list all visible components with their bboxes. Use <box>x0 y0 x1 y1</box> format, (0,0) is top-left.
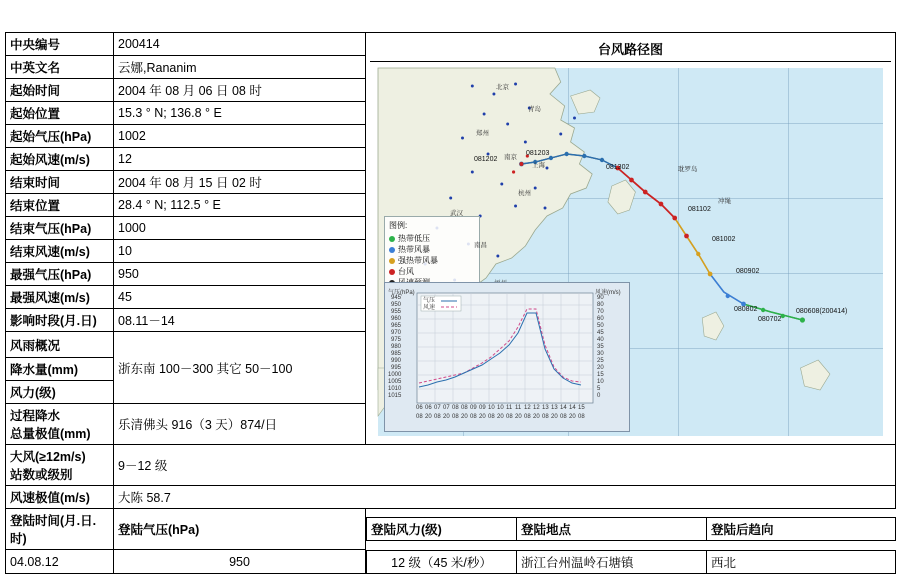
intensity-chart-inset[interactable] <box>384 282 630 432</box>
inset-ylabel-left: 气压(hPa) <box>388 290 415 296</box>
legend-item <box>389 233 475 244</box>
inset-xsubtick: 08 <box>416 414 423 420</box>
inset-xsubtick: 08 <box>578 414 585 420</box>
inset-ytick: 990 <box>391 358 402 364</box>
inset-ytick: 985 <box>391 351 402 357</box>
inset-xtick: 09 <box>470 405 477 411</box>
inset-ytick-right: 0 <box>597 393 601 399</box>
process-rain-label-line2: 总量极值(mm) <box>10 427 91 441</box>
inset-xtick: 08 <box>452 405 459 411</box>
landfall-value-time: 04.08.12 <box>6 550 114 574</box>
inset-legend-wind: 风速 <box>423 305 436 311</box>
inset-xsubtick: 20 <box>569 414 576 420</box>
track-point-label: 081203 <box>526 150 550 157</box>
inset-xtick: 07 <box>443 405 450 411</box>
inset-ytick-right: 90 <box>597 295 604 301</box>
inset-ytick: 1000 <box>388 372 402 378</box>
legend-title: 图例: <box>389 221 408 230</box>
inset-ytick: 965 <box>391 323 402 329</box>
row-label: 最强气压(hPa) <box>6 263 114 286</box>
inset-xtick: 13 <box>542 405 549 411</box>
row-label: 结束气压(hPa) <box>6 217 114 240</box>
wind-extreme-label: 风速极值(m/s) <box>6 486 114 509</box>
inset-xtick: 06 <box>425 405 432 411</box>
inset-xsubtick: 08 <box>452 414 459 420</box>
row-label: 起始气压(hPa) <box>6 125 114 148</box>
process-rain-label <box>6 404 114 445</box>
legend-item <box>389 244 475 255</box>
legend-color-icon <box>389 236 395 242</box>
inset-ytick: 1010 <box>388 386 402 392</box>
inset-xtick: 07 <box>434 405 441 411</box>
inset-xsubtick: 20 <box>533 414 540 420</box>
inset-xtick: 09 <box>479 405 486 411</box>
row-label: 最强风速(m/s) <box>6 286 114 309</box>
inset-xtick: 14 <box>560 405 567 411</box>
landfall-header-direction: 登陆后趋向 <box>707 518 896 541</box>
process-rain-label-line1: 过程降水 <box>10 409 61 423</box>
gale-value: 9－12 级 <box>114 445 896 486</box>
city-label: 上海 <box>532 162 545 169</box>
landfall-value-cells <box>366 550 896 574</box>
row-label: 起始位置 <box>6 102 114 125</box>
row-value: 1000 <box>114 217 366 240</box>
wind-rain-header-label: 风雨概况 <box>6 332 114 358</box>
row-label: 起始时间 <box>6 79 114 102</box>
inset-xsubtick: 08 <box>488 414 495 420</box>
inset-ytick-right: 70 <box>597 309 604 315</box>
inset-ytick-right: 35 <box>597 344 604 350</box>
inset-ytick: 1005 <box>388 379 402 385</box>
landfall-header-time: 登陆时间(月.日.时) <box>6 509 114 550</box>
island-label: 耽罗岛 <box>678 166 698 173</box>
landfall-value-direction: 西北 <box>707 550 896 573</box>
inset-ytick-right: 20 <box>597 365 604 371</box>
inset-ytick-right: 30 <box>597 351 604 357</box>
row-value: 28.4 ° N; 112.5 ° E <box>114 194 366 217</box>
city-label: 青岛 <box>528 106 541 113</box>
landfall-header-row <box>6 509 896 550</box>
inset-ytick: 970 <box>391 330 402 336</box>
inset-xtick: 15 <box>578 405 585 411</box>
row-value: 12 <box>114 148 366 171</box>
legend-label: 台风 <box>398 267 414 276</box>
inset-ytick: 995 <box>391 365 402 371</box>
inset-xsubtick: 08 <box>560 414 567 420</box>
track-point-label: 081102 <box>688 206 711 213</box>
city-label: 杭州 <box>518 190 531 197</box>
island-label: 冲绳 <box>718 198 731 205</box>
inset-ytick-right: 5 <box>597 386 601 392</box>
landfall-header-pressure: 登陆气压(hPa) <box>114 509 366 550</box>
landfall-value-row <box>6 550 896 574</box>
row-value: 1002 <box>114 125 366 148</box>
inset-xsubtick: 20 <box>443 414 450 420</box>
legend-label: 热带风暴 <box>398 245 430 254</box>
inset-ytick-right: 45 <box>597 330 604 336</box>
track-point-label: 081302 <box>606 164 630 171</box>
row-value: 08.11－14 <box>114 309 366 332</box>
inset-xtick: 10 <box>497 405 504 411</box>
inset-ytick: 955 <box>391 309 402 315</box>
legend-label: 热带低压 <box>398 234 430 243</box>
legend-label: 强热带风暴 <box>398 256 438 265</box>
track-point-label: 080608(200414) <box>796 308 848 315</box>
inset-ylabel-right: 风速(m/s) <box>595 290 621 296</box>
inset-xsubtick: 08 <box>506 414 513 420</box>
city-label: 南昌 <box>474 242 487 249</box>
city-label: 武汉 <box>450 210 463 217</box>
row-label: 起始风速(m/s) <box>6 148 114 171</box>
inset-ytick-right: 80 <box>597 302 604 308</box>
inset-ytick-right: 15 <box>597 372 604 378</box>
inset-ytick-right: 40 <box>597 337 604 343</box>
row-label: 影响时段(月.日) <box>6 309 114 332</box>
inset-xtick: 12 <box>524 405 531 411</box>
inset-xsubtick: 20 <box>551 414 558 420</box>
wind-force-label: 风力(级) <box>6 381 114 404</box>
gale-label-line1: 大风(≥12m/s) <box>10 450 86 464</box>
wind-extreme-value: 大陈 58.7 <box>114 486 896 509</box>
city-label: 郑州 <box>476 130 489 137</box>
legend-item <box>389 255 475 266</box>
inset-legend-pressure: 气压 <box>423 298 436 304</box>
map-wrapper <box>370 62 891 442</box>
rain-amount-label: 降水量(mm) <box>6 358 114 381</box>
inset-ytick-right: 10 <box>597 379 604 385</box>
process-rain-value: 乐清佛头 916（3 天）874/日 <box>114 404 366 445</box>
row-value: 200414 <box>114 33 366 56</box>
legend-color-icon <box>389 247 395 253</box>
landfall-header-place: 登陆地点 <box>517 518 707 541</box>
inset-ytick-right: 25 <box>597 358 604 364</box>
typhoon-info-table <box>5 32 896 574</box>
inset-xsubtick: 08 <box>524 414 531 420</box>
gale-label <box>6 445 114 486</box>
inset-ytick: 980 <box>391 344 402 350</box>
row-label: 结束时间 <box>6 171 114 194</box>
row-value: 45 <box>114 286 366 309</box>
table-row <box>6 33 896 56</box>
legend-color-icon <box>389 258 395 264</box>
landfall-value-place: 浙江台州温岭石塘镇 <box>517 550 707 573</box>
inset-xtick: 06 <box>416 405 423 411</box>
inset-xtick: 14 <box>569 405 576 411</box>
city-label: 南京 <box>504 154 517 161</box>
city-label: 北京 <box>496 84 509 91</box>
landfall-value-force: 12 级（45 米/秒） <box>367 550 517 573</box>
row-label: 中英文名 <box>6 56 114 79</box>
landfall-header-cells <box>366 509 896 550</box>
legend-color-icon <box>389 269 395 275</box>
inset-xsubtick: 20 <box>515 414 522 420</box>
inset-ytick-right: 60 <box>597 316 604 322</box>
inset-xsubtick: 20 <box>479 414 486 420</box>
table-row-wind-extreme <box>6 486 896 509</box>
map-legend <box>384 216 480 292</box>
row-value: 10 <box>114 240 366 263</box>
row-label: 中央编号 <box>6 33 114 56</box>
map-cell <box>366 33 896 445</box>
inset-xsubtick: 20 <box>425 414 432 420</box>
typhoon-track-map[interactable] <box>378 68 883 436</box>
inset-ytick: 960 <box>391 316 402 322</box>
track-point-label: 080902 <box>736 268 760 275</box>
row-value: 2004 年 08 月 06 日 08 时 <box>114 79 366 102</box>
row-label: 结束风速(m/s) <box>6 240 114 263</box>
row-label: 结束位置 <box>6 194 114 217</box>
track-point-label: 081202 <box>474 156 498 163</box>
landfall-header-force: 登陆风力(级) <box>367 518 517 541</box>
inset-ytick: 945 <box>391 295 402 301</box>
landfall-value-pressure: 950 <box>114 550 366 574</box>
inset-xsubtick: 08 <box>434 414 441 420</box>
inset-ytick: 1015 <box>388 393 402 399</box>
row-value: 2004 年 08 月 15 日 02 时 <box>114 171 366 194</box>
table-row-gale <box>6 445 896 486</box>
legend-item <box>389 266 475 277</box>
inset-xtick: 08 <box>461 405 468 411</box>
inset-xsubtick: 20 <box>461 414 468 420</box>
inset-xsubtick: 08 <box>542 414 549 420</box>
row-value: 15.3 ° N; 136.8 ° E <box>114 102 366 125</box>
track-point-label: 081002 <box>712 236 736 243</box>
gale-label-line2: 站数或级别 <box>10 468 73 482</box>
inset-ytick: 975 <box>391 337 402 343</box>
row-value: 950 <box>114 263 366 286</box>
track-point-label: 080702 <box>758 316 782 323</box>
inset-xtick: 13 <box>551 405 558 411</box>
map-title: 台风路径图 <box>370 35 891 62</box>
track-point-label: 080802 <box>734 306 758 313</box>
inset-ytick: 950 <box>391 302 402 308</box>
inset-ytick-right: 50 <box>597 323 604 329</box>
inset-xsubtick: 20 <box>497 414 504 420</box>
inset-xtick: 11 <box>515 405 522 411</box>
wind-rain-value: 浙东南 100－300 其它 50－100 <box>114 332 366 404</box>
row-value: 云娜,Rananim <box>114 56 366 79</box>
inset-xtick: 11 <box>506 405 513 411</box>
inset-xtick: 12 <box>533 405 540 411</box>
inset-xsubtick: 08 <box>470 414 477 420</box>
inset-xtick: 10 <box>488 405 495 411</box>
